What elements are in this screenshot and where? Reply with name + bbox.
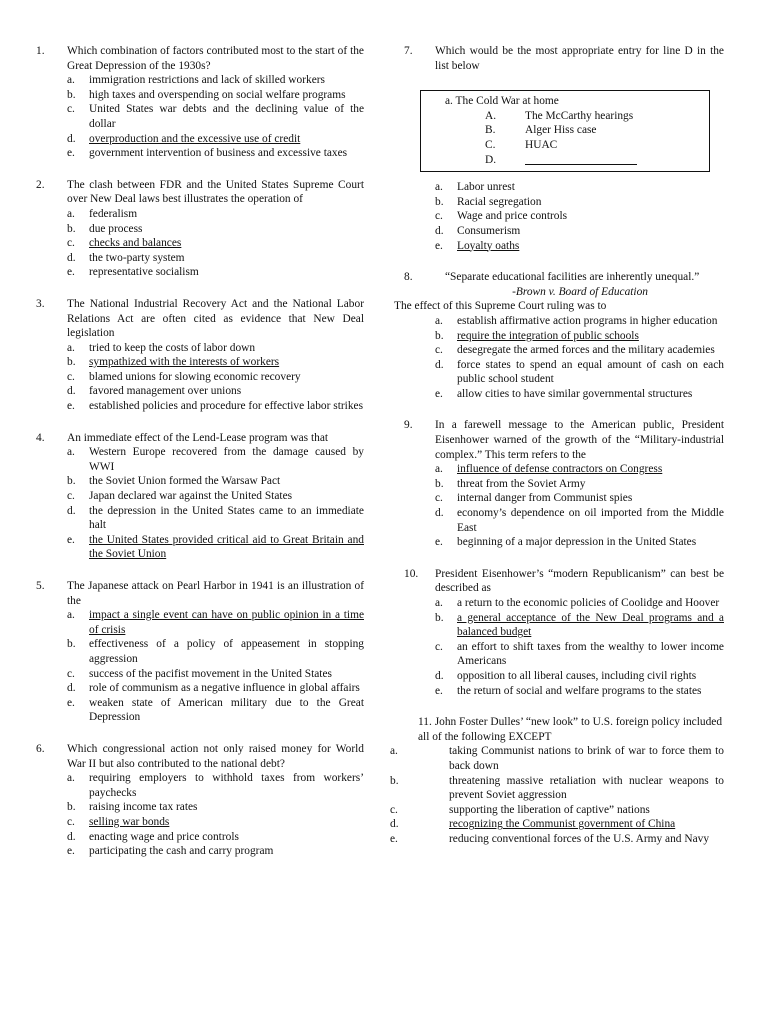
option-text: opposition to all liberal causes, including civil rights bbox=[457, 669, 697, 682]
option-text: United States war debts and the declining value of the dollar bbox=[89, 103, 364, 130]
question-text: President Eisenhower’s “modern Republicanism” can best be described as bbox=[435, 567, 724, 595]
option-letter: d. bbox=[67, 385, 76, 398]
option-text: the depression in the United States came to an immediate halt bbox=[89, 504, 364, 532]
option-letter: b. bbox=[435, 611, 444, 624]
option-letter: c. bbox=[435, 344, 443, 357]
question-3 bbox=[36, 297, 364, 414]
option-text: established policies and procedure for effective labor strikes bbox=[89, 400, 364, 413]
question-text: An immediate effect of the Lend-Lease program was that bbox=[67, 431, 329, 444]
option-text: a return to the economic policies of Coolidge and Hoover bbox=[457, 597, 720, 609]
answer-options bbox=[390, 744, 724, 846]
option-letter: b. bbox=[67, 801, 76, 814]
box-list-row bbox=[445, 138, 701, 153]
option-letter: a. bbox=[67, 609, 75, 622]
option-letter: e. bbox=[435, 387, 443, 400]
answer-option bbox=[36, 207, 364, 222]
answer-option bbox=[36, 667, 364, 682]
option-text: federalism bbox=[89, 207, 138, 220]
answer-option bbox=[390, 803, 724, 818]
answer-option bbox=[36, 830, 364, 845]
question-text: The National Industrial Recovery Act and the National Labor Relations Act are often cited as evidence that New Deal legislation bbox=[67, 297, 364, 340]
option-text: representative socialism bbox=[89, 266, 199, 279]
question-11 bbox=[390, 715, 724, 846]
question-number: 11. bbox=[418, 716, 432, 729]
option-letter: e. bbox=[67, 845, 75, 858]
answer-option bbox=[404, 669, 724, 684]
question-text: Which combination of factors contributed most to the start of the Great Depression of the 1930s? bbox=[67, 45, 364, 72]
option-text: reducing conventional forces of the U.S. Army and Navy bbox=[449, 832, 710, 845]
option-letter: d. bbox=[435, 358, 444, 371]
marked-answer-text: sympathized with the interests of workers bbox=[89, 356, 280, 369]
option-text: Japan declared war against the United States bbox=[89, 490, 293, 503]
cold-war-list-box bbox=[420, 90, 710, 172]
option-text: weaken state of American military due to the Great Depression bbox=[89, 696, 364, 724]
answer-option bbox=[390, 817, 724, 832]
left-column bbox=[36, 44, 364, 859]
option-text: threat from the Soviet Army bbox=[457, 477, 586, 490]
question-9 bbox=[404, 418, 724, 549]
answer-option bbox=[36, 445, 364, 474]
answer-option bbox=[36, 251, 364, 266]
option-text: participating the cash and carry program bbox=[89, 845, 274, 858]
option-text: favored management over unions bbox=[89, 385, 242, 398]
box-list-row bbox=[445, 123, 701, 138]
option-text: the return of social and welfare programs to the states bbox=[457, 684, 702, 697]
option-letter: d. bbox=[67, 251, 76, 264]
option-letter: a. bbox=[435, 181, 443, 194]
option-letter: e. bbox=[67, 147, 75, 160]
box-list-row bbox=[445, 109, 701, 124]
option-text: effectiveness of a policy of appeasement in stopping aggression bbox=[89, 638, 364, 665]
answer-options bbox=[404, 462, 724, 550]
answer-option bbox=[404, 477, 724, 492]
option-text: allow cities to have similar governmental structures bbox=[457, 387, 693, 400]
option-letter: b. bbox=[67, 356, 76, 369]
option-letter: e. bbox=[435, 239, 443, 252]
box-row-letter: C. bbox=[485, 138, 496, 151]
question-10 bbox=[404, 567, 724, 698]
answer-option bbox=[36, 236, 364, 251]
answer-option bbox=[404, 358, 724, 387]
question-number: 3. bbox=[36, 297, 45, 310]
option-letter: b. bbox=[67, 88, 76, 101]
option-letter: e. bbox=[435, 684, 443, 697]
answer-option bbox=[36, 637, 364, 666]
option-letter: b. bbox=[67, 222, 76, 235]
marked-answer-text: Loyalty oaths bbox=[457, 239, 520, 252]
option-letter: d. bbox=[67, 830, 76, 843]
option-letter: c. bbox=[67, 490, 75, 503]
marked-answer-text: selling war bonds bbox=[89, 815, 170, 828]
box-row-text: Alger Hiss case bbox=[525, 124, 597, 137]
answer-option bbox=[404, 314, 724, 329]
option-letter: d. bbox=[435, 507, 444, 520]
option-text: Racial segregation bbox=[457, 195, 542, 208]
option-text: tried to keep the costs of labor down bbox=[89, 341, 256, 354]
answer-option bbox=[404, 239, 724, 254]
question-number: 4. bbox=[36, 431, 45, 444]
question-text: The Japanese attack on Pearl Harbor in 1941 is an illustration of the bbox=[67, 580, 364, 607]
option-letter: a. bbox=[435, 597, 443, 609]
answer-option bbox=[36, 399, 364, 414]
option-text: Wage and price controls bbox=[457, 210, 568, 223]
question-8 bbox=[394, 270, 724, 401]
option-letter: b. bbox=[435, 195, 444, 208]
option-text: requiring employers to withhold taxes from workers’ paychecks bbox=[89, 772, 364, 799]
option-text: due process bbox=[89, 222, 143, 235]
answer-option bbox=[36, 102, 364, 131]
option-text: internal danger from Communist spies bbox=[457, 492, 633, 505]
option-letter: e. bbox=[67, 696, 75, 709]
question-7 bbox=[404, 44, 724, 253]
option-text: beginning of a major depression in the United States bbox=[457, 536, 697, 549]
court-quote: “Separate educational facilities are inherently unequal.” bbox=[445, 271, 700, 284]
question-number: 6. bbox=[36, 742, 45, 755]
answer-option bbox=[390, 832, 724, 847]
option-letter: a. bbox=[67, 74, 75, 87]
option-letter: c. bbox=[67, 667, 75, 680]
box-row-text: HUAC bbox=[525, 138, 558, 151]
option-letter: b. bbox=[435, 329, 444, 342]
question-5 bbox=[36, 579, 364, 725]
answer-options bbox=[404, 596, 724, 698]
answer-option bbox=[36, 696, 364, 725]
question-1 bbox=[36, 44, 364, 161]
answer-option bbox=[390, 744, 724, 773]
option-letter: d. bbox=[390, 818, 399, 831]
answer-option bbox=[36, 800, 364, 815]
option-letter: a. bbox=[67, 341, 75, 354]
answer-option bbox=[36, 73, 364, 88]
option-text: immigration restrictions and lack of skilled workers bbox=[89, 74, 325, 87]
option-text: an effort to shift taxes from the wealthy to lower income Americans bbox=[457, 640, 724, 668]
marked-answer-text: require the integration of public schools bbox=[457, 329, 639, 342]
option-letter: a. bbox=[67, 446, 75, 459]
marked-answer-text: checks and balances bbox=[89, 237, 182, 250]
right-column bbox=[390, 44, 724, 847]
option-letter: b. bbox=[67, 638, 76, 651]
answer-option bbox=[404, 195, 724, 210]
option-text: high taxes and overspending on social welfare programs bbox=[89, 88, 346, 101]
option-text: establish affirmative action programs in higher education bbox=[457, 314, 718, 327]
option-letter: c. bbox=[435, 640, 443, 653]
question-4 bbox=[36, 431, 364, 562]
answer-option bbox=[36, 265, 364, 280]
option-letter: b. bbox=[390, 774, 399, 787]
question-6 bbox=[36, 742, 364, 859]
box-row-letter: B. bbox=[485, 124, 496, 137]
box-row-letter: A. bbox=[485, 109, 497, 122]
answer-option bbox=[36, 844, 364, 859]
option-letter: c. bbox=[67, 103, 75, 116]
option-letter: c. bbox=[390, 803, 398, 816]
option-letter: a. bbox=[435, 314, 443, 327]
answer-option bbox=[36, 474, 364, 489]
answer-options bbox=[404, 314, 724, 402]
answer-option bbox=[404, 329, 724, 344]
answer-options bbox=[36, 207, 364, 280]
option-letter: c. bbox=[435, 210, 443, 223]
answer-option bbox=[36, 222, 364, 237]
answer-option bbox=[404, 506, 724, 535]
option-letter: d. bbox=[435, 669, 444, 682]
option-text: the two-party system bbox=[89, 251, 185, 264]
question-number: 1. bbox=[36, 45, 45, 57]
option-letter: c. bbox=[67, 815, 75, 828]
marked-answer-text: the United States provided critical aid to Great Britain and the Soviet Union bbox=[89, 533, 364, 561]
option-letter: e. bbox=[67, 266, 75, 279]
question-text: Which congressional action not only raised money for World War II but also contributed to the national debt? bbox=[67, 742, 364, 770]
answer-option bbox=[36, 771, 364, 800]
option-text: supporting the liberation of captive” nations bbox=[449, 803, 650, 816]
answer-blank-line bbox=[525, 153, 637, 165]
question-number: 9. bbox=[404, 419, 413, 432]
answer-option bbox=[36, 533, 364, 562]
answer-option bbox=[404, 224, 724, 239]
answer-option bbox=[404, 640, 724, 669]
answer-options bbox=[36, 608, 364, 725]
box-list-row bbox=[445, 153, 701, 168]
option-letter: d. bbox=[67, 504, 76, 517]
option-letter: b. bbox=[435, 477, 444, 490]
option-letter: a. bbox=[390, 745, 398, 758]
option-text: raising income tax rates bbox=[89, 801, 198, 814]
marked-answer-text: overproduction and the excessive use of credit bbox=[89, 132, 301, 145]
option-letter: e. bbox=[67, 533, 75, 546]
answer-option bbox=[404, 462, 724, 477]
answer-option bbox=[36, 681, 364, 696]
question-number: 2. bbox=[36, 178, 45, 191]
option-text: government intervention of business and excessive taxes bbox=[89, 147, 348, 160]
option-text: desegregate the armed forces and the military academies bbox=[457, 344, 715, 357]
question-text: Which would be the most appropriate entry for line D in the list below bbox=[435, 45, 724, 72]
answer-option bbox=[36, 608, 364, 637]
option-letter: c. bbox=[67, 370, 75, 383]
answer-option bbox=[36, 132, 364, 147]
marked-answer-text: recognizing the Communist government of China bbox=[449, 818, 676, 831]
option-text: blamed unions for slowing economic recovery bbox=[89, 370, 301, 383]
option-text: force states to spend an equal amount of cash on each public school student bbox=[457, 358, 724, 386]
answer-option bbox=[36, 384, 364, 399]
option-text: enacting wage and price controls bbox=[89, 830, 239, 843]
answer-options bbox=[36, 445, 364, 562]
question-number: 7. bbox=[404, 45, 413, 57]
answer-option bbox=[404, 180, 724, 195]
option-text: Labor unrest bbox=[457, 181, 515, 194]
answer-option bbox=[404, 684, 724, 699]
option-letter: d. bbox=[67, 682, 76, 695]
option-text: taking Communist nations to brink of war to force them to back down bbox=[449, 745, 724, 772]
option-letter: a. bbox=[435, 463, 443, 476]
answer-option bbox=[36, 489, 364, 504]
answer-option bbox=[36, 815, 364, 830]
answer-options bbox=[404, 180, 724, 253]
answer-option bbox=[390, 774, 724, 803]
marked-answer-text: impact a single event can have on public opinion in a time of crisis bbox=[89, 609, 364, 636]
marked-answer-text: influence of defense contractors on Congress bbox=[457, 463, 663, 476]
answer-options bbox=[36, 341, 364, 414]
option-letter: e. bbox=[67, 400, 75, 413]
box-row-text: The McCarthy hearings bbox=[525, 109, 634, 122]
marked-answer-text: a general acceptance of the New Deal programs and a balanced budget bbox=[457, 611, 724, 639]
option-letter: b. bbox=[67, 475, 76, 488]
question-text: The clash between FDR and the United States Supreme Court over New Deal laws best illustrates the operation of bbox=[67, 178, 364, 206]
question-number: 10. bbox=[404, 567, 419, 580]
answer-option bbox=[36, 341, 364, 356]
answer-option bbox=[36, 370, 364, 385]
answer-option bbox=[36, 355, 364, 370]
option-letter: e. bbox=[435, 536, 443, 549]
box-row-letter: D. bbox=[485, 153, 497, 166]
question-number: 8. bbox=[404, 271, 413, 284]
answer-option bbox=[36, 504, 364, 533]
answer-options bbox=[36, 771, 364, 859]
box-title: a. The Cold War at home bbox=[445, 95, 559, 108]
question-2 bbox=[36, 178, 364, 280]
answer-option bbox=[404, 343, 724, 358]
option-text: the Soviet Union formed the Warsaw Pact bbox=[89, 475, 281, 488]
option-letter: a. bbox=[67, 207, 75, 220]
option-letter: c. bbox=[435, 492, 443, 505]
answer-option bbox=[404, 387, 724, 402]
answer-option bbox=[36, 88, 364, 103]
answer-option bbox=[36, 146, 364, 161]
question-stem: The effect of this Supreme Court ruling was to bbox=[394, 300, 607, 313]
question-text: In a farewell message to the American public, President Eisenhower warned of the growth of the “Military-industrial complex.” This term refers to the bbox=[435, 419, 724, 461]
quote-attribution: -Brown v. Board of Education bbox=[512, 285, 648, 298]
option-letter: e. bbox=[390, 832, 398, 845]
question-number: 5. bbox=[36, 580, 45, 592]
question-text: John Foster Dulles’ “new look” to U.S. foreign policy included all of the following EXCEPT bbox=[418, 716, 723, 743]
option-text: threatening massive retaliation with nuclear weapons to prevent Soviet aggression bbox=[449, 774, 724, 802]
answer-option bbox=[404, 491, 724, 506]
answer-option bbox=[404, 611, 724, 640]
answer-option bbox=[404, 596, 724, 611]
option-text: Consumerism bbox=[457, 224, 521, 237]
option-letter: d. bbox=[67, 132, 76, 145]
answer-option bbox=[404, 209, 724, 224]
answer-option bbox=[404, 535, 724, 550]
option-letter: d. bbox=[435, 224, 444, 237]
option-text: economy’s dependence on oil imported from the Middle East bbox=[457, 507, 724, 534]
answer-options bbox=[36, 73, 364, 161]
option-letter: c. bbox=[67, 237, 75, 250]
option-text: success of the pacifist movement in the United States bbox=[89, 667, 332, 680]
option-text: role of communism as a negative influence in global affairs bbox=[89, 682, 360, 695]
option-text: Western Europe recovered from the damage caused by WWI bbox=[89, 446, 364, 473]
option-letter: a. bbox=[67, 772, 75, 785]
